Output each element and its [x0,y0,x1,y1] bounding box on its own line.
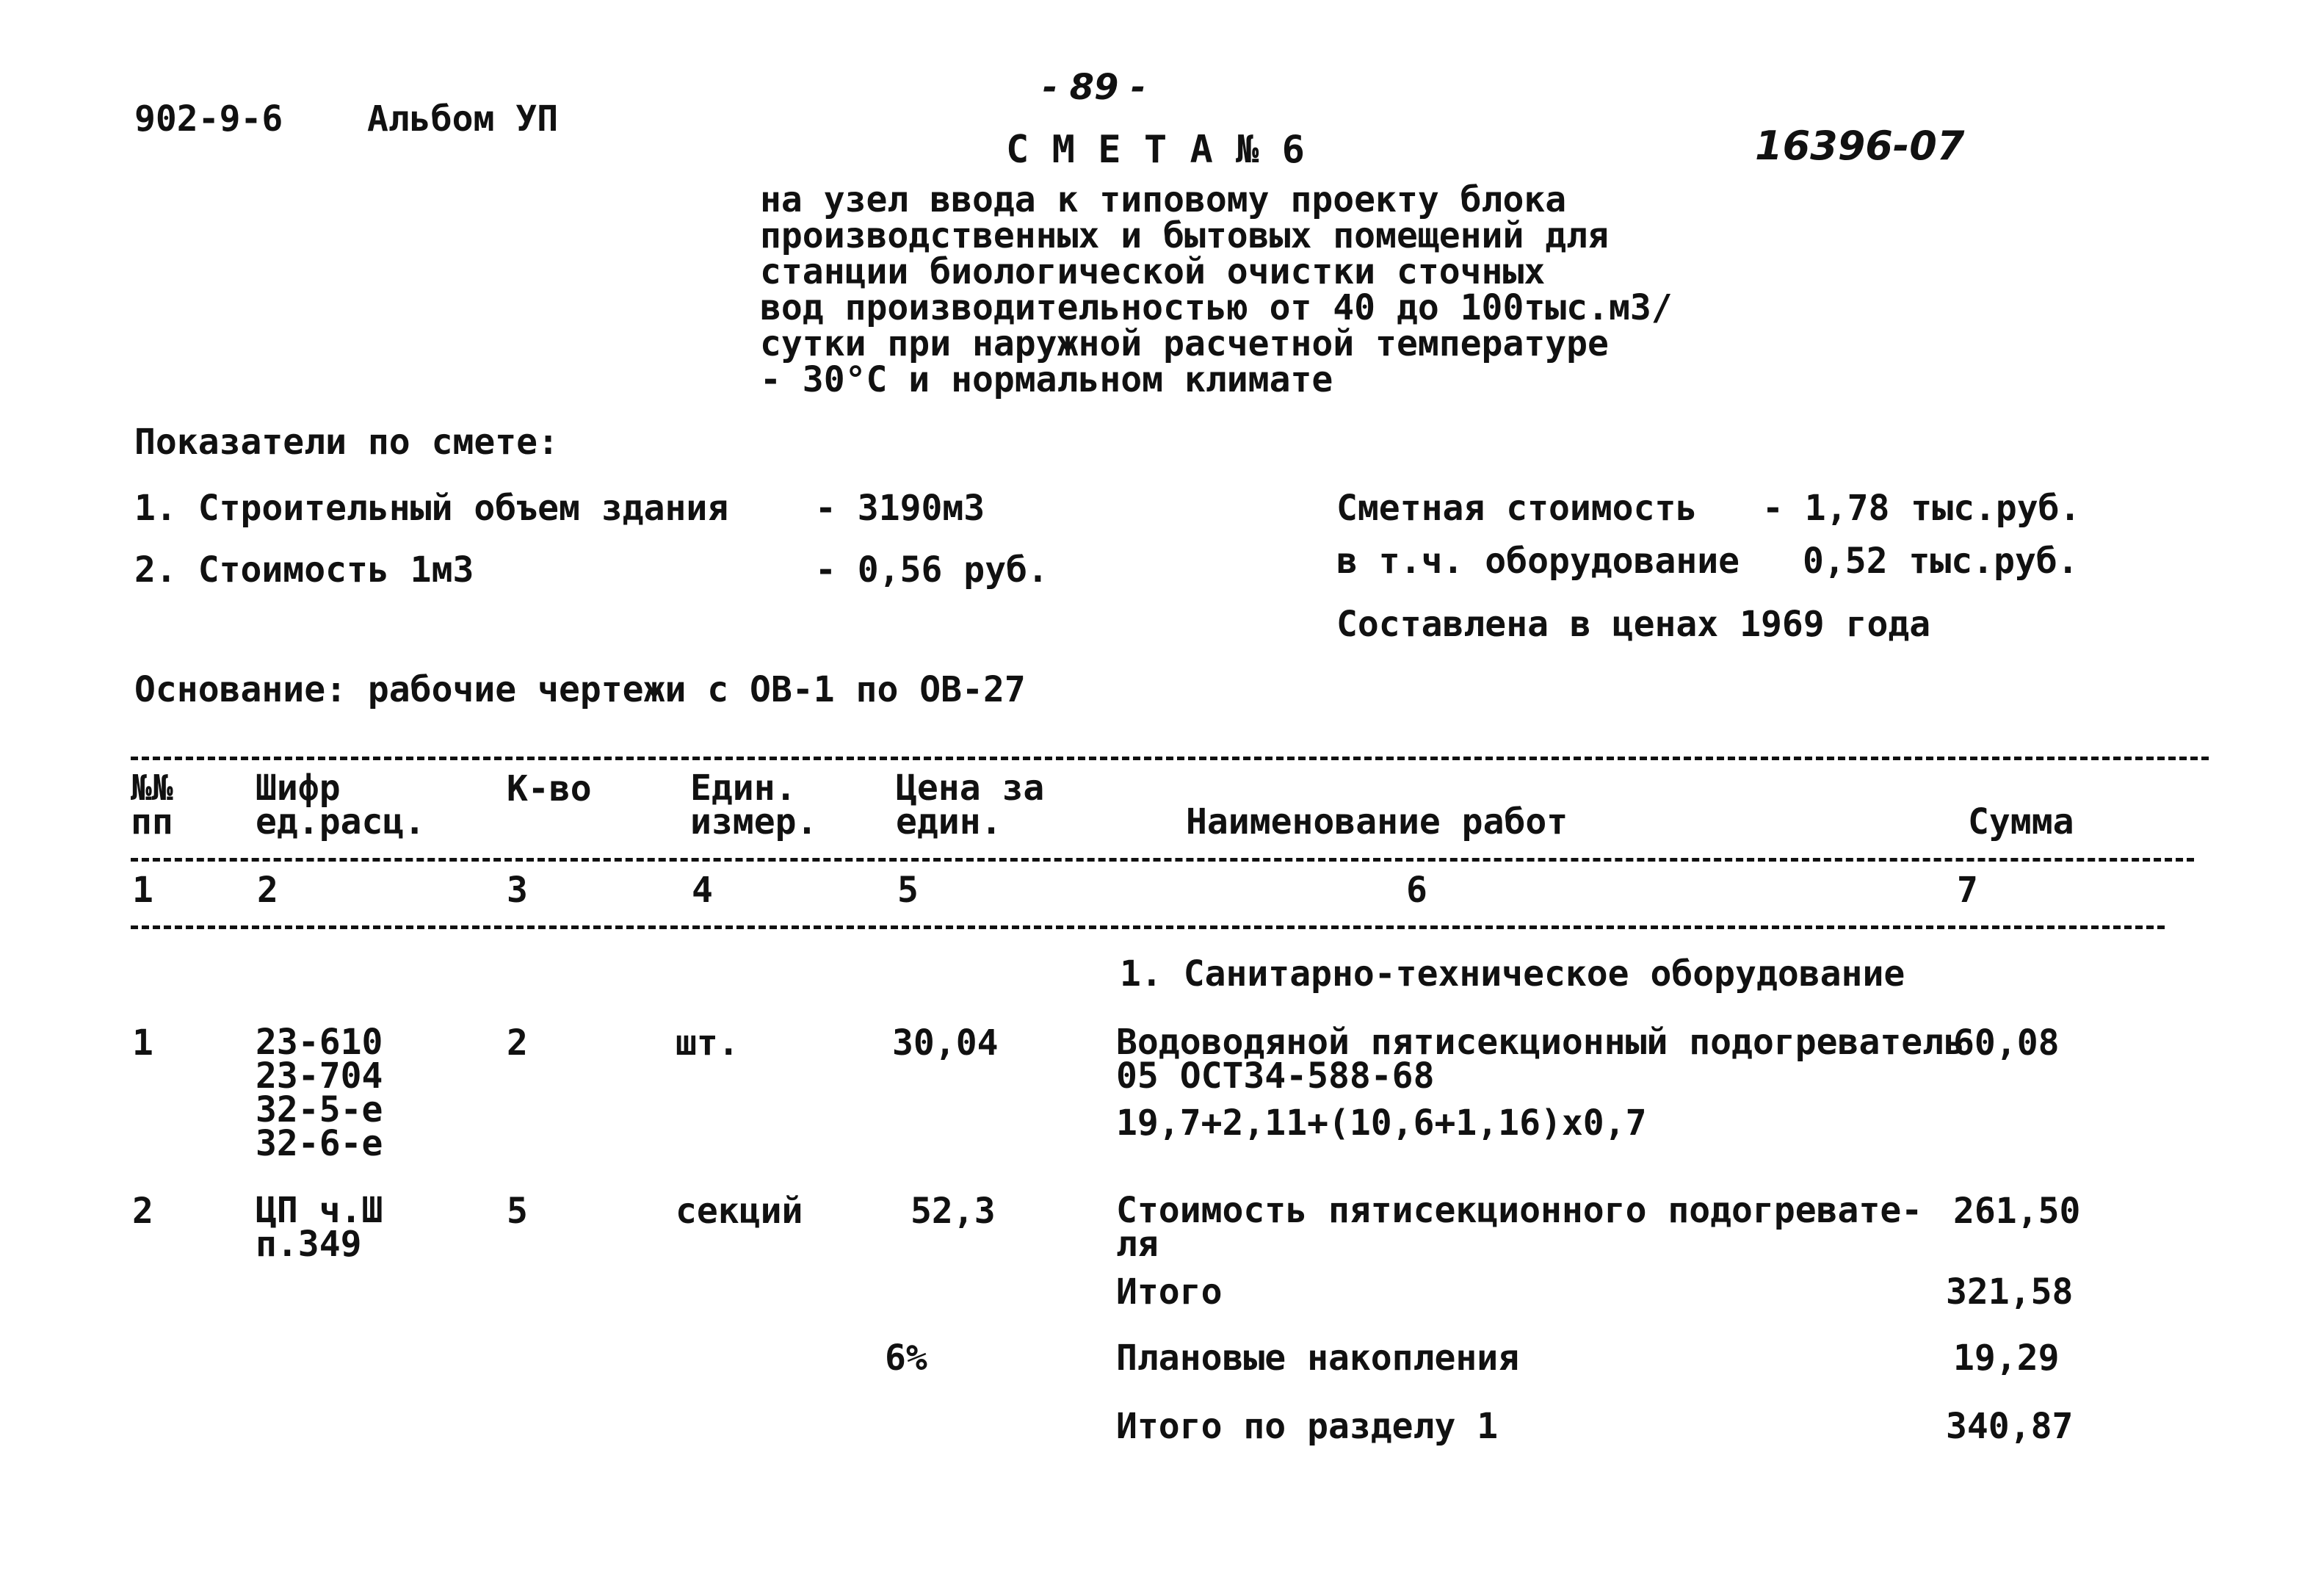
table-top-rule [131,757,2209,760]
row-price: 30,04 [892,1022,999,1064]
accrual-percent: 6% [885,1338,927,1379]
header-num [131,768,173,842]
header-name: Наименование работ [1186,801,1568,842]
header-divider-rule [131,858,2194,862]
col-number: 4 [692,870,713,911]
section-title: 1. Санитарно-техническое оборудование [1120,953,1905,995]
row-code [256,1190,383,1265]
header-code-line: Шифр [256,768,341,809]
header-num-line: пп [131,801,173,842]
document-subtitle [760,179,1673,400]
header-code [256,768,426,842]
header-price [896,768,1045,842]
row-qty: 2 [507,1022,528,1064]
row-sum: 60,08 [1953,1022,2060,1064]
header-unit [690,768,818,842]
subtitle-line: - 30°С и нормальном климате [760,359,1333,400]
album-label: Альбом УП [367,98,559,140]
document-number: 16396-07 [1755,123,1965,169]
total-sum: 321,58 [1946,1271,2074,1313]
row-name-line: Водоводяной пятисекционный подогреватель [1116,1022,1965,1063]
subtitle-line: станции биологической очистки сточных [760,251,1546,292]
basis-note: Основание: рабочие чертежи с ОВ-1 по ОВ-27 [134,669,1026,710]
header-qty: К-во [507,768,592,809]
col-number: 5 [897,870,919,911]
col-number: 3 [507,870,528,911]
row-code [256,1022,383,1164]
row-qty: 5 [507,1191,528,1232]
header-price-line: един. [896,801,1002,842]
row-name-line: 05 ОСТ34-588-68 [1116,1055,1435,1097]
header-unit-line: Един. [690,768,797,809]
prices-note: Составлена в ценах 1969 года [1336,604,1931,645]
row-name-line: ля [1116,1224,1159,1265]
row-num: 1 [132,1022,153,1064]
row-code-line: 23-610 [256,1022,383,1063]
header-bottom-rule [131,925,2165,929]
col-number: 7 [1957,870,1978,911]
col-number: 6 [1406,870,1427,911]
header-code-line: ед.расц. [256,801,426,842]
row-formula: 19,7+2,11+(10,6+1,16)x0,7 [1116,1102,1647,1144]
row-sum: 261,50 [1953,1191,2081,1232]
row-price: 52,3 [911,1191,996,1232]
row-unit: шт. [676,1022,739,1064]
indicator-volume-label: 1. Строительный объем здания [134,488,729,529]
estimated-cost-value: - 1,78 тыс.руб. [1762,488,2081,529]
indicators-heading: Показатели по смете: [134,422,559,463]
col-number: 1 [132,870,153,911]
row-name [1116,1190,1923,1265]
header-sum: Сумма [1968,801,2074,842]
row-code-line: 32-5-е [256,1089,383,1130]
subtitle-line: вод производительностью от 40 до 100тыс.м3/ [760,287,1673,328]
row-name-line: Стоимость пятисекционного подогревате- [1116,1190,1923,1231]
indicator-unit-cost-value: - 0,56 руб. [815,549,1049,591]
equipment-cost-label: в т.ч. оборудование [1336,541,1740,582]
section-total-sum: 340,87 [1946,1406,2074,1447]
row-num: 2 [132,1191,153,1232]
indicator-volume-value: - 3190м3 [815,488,985,529]
accrual-sum: 19,29 [1953,1338,2060,1379]
subtitle-line: производственных и бытовых помещений для [760,215,1609,256]
estimated-cost-label: Сметная стоимость [1336,488,1698,529]
document-title: С М Е Т А № 6 [1006,128,1305,172]
subtitle-line: сутки при наружной расчетной температуре [760,323,1609,364]
row-name [1116,1022,1965,1097]
project-code: 902-9-6 [134,98,283,140]
total-label: Итого [1116,1271,1223,1313]
row-code-line: п.349 [256,1224,362,1265]
row-code-line: 23-704 [256,1055,383,1097]
header-num-line: №№ [131,768,173,809]
accrual-label: Плановые накопления [1116,1338,1520,1379]
row-unit: секций [676,1191,803,1232]
subtitle-line: на узел ввода к типовому проекту блока [760,179,1567,220]
header-price-line: Цена за [896,768,1045,809]
equipment-cost-value: 0,52 тыс.руб. [1803,541,2079,582]
col-number: 2 [257,870,278,911]
section-total-label: Итого по разделу 1 [1116,1406,1499,1447]
row-code-line: ЦП ч.Ш [256,1190,383,1231]
page-number: - 89 - [1043,67,1146,108]
header-unit-line: измер. [690,801,818,842]
indicator-unit-cost-label: 2. Стоимость 1м3 [134,549,474,591]
row-code-line: 32-6-е [256,1123,383,1164]
